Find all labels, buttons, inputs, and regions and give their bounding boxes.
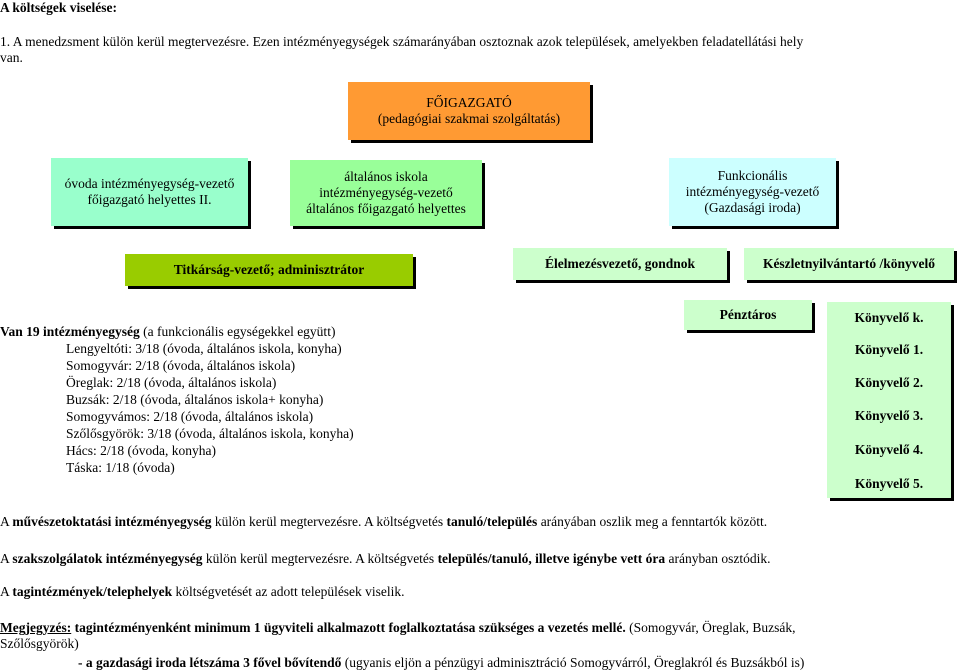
box-funkcionalis-line1: Funkcionális (717, 168, 788, 183)
list-item: Buzsák: 2/18 (óvoda, általános iskola+ konyha) (66, 392, 324, 407)
list-item: Somogyvár: 2/18 (óvoda, általános iskola) (66, 358, 296, 373)
konyvelo-5: Könyvelő 5. (854, 476, 924, 491)
konyvelo-3: Könyvelő 3. (854, 408, 924, 423)
box-penztaros: Pénztáros (684, 300, 812, 330)
box-funkcionalis-line2: intézményegység-vezető (685, 184, 820, 199)
text-run-bold: szakszolgálatok intézményegység (12, 551, 203, 566)
text-run: (ugyanis eljön a pénzügyi adminisztráció Somogyvárról, Öreglakról és Buzsákból is) (341, 655, 805, 670)
text-run-bold: tagintézmények/telephelyek (12, 584, 173, 599)
text-run: költségvetését az adott települések viselik. (172, 584, 405, 599)
list-item: Szőlősgyörök: 3/18 (óvoda, általános iskola, konyha) (66, 426, 354, 441)
page-heading: A költségek viselése: (0, 0, 117, 15)
text-run-bold: - a gazdasági iroda létszáma 3 fővel bővítendő (78, 655, 342, 670)
box-altalanos-line3: általános főigazgató helyettes (306, 201, 466, 216)
list-item: Hács: 2/18 (óvoda, konyha) (66, 443, 216, 458)
text-run-bold: tanuló/település (446, 514, 538, 529)
box-elelmezes: Élelmezésvezető, gondnok (513, 248, 727, 280)
box-keszlet: Készletnyilvántartó /könyvelő (744, 248, 954, 280)
box-altalanos-line1: általános iskola (344, 169, 428, 184)
text-run: arányban osztódik. (665, 551, 771, 566)
list-intro-bold: Van 19 intézményegység (0, 324, 140, 339)
paragraph-szakszolgalat (0, 551, 771, 567)
box-funkcionalis-line3: (Gazdasági iroda) (704, 200, 801, 215)
paragraph-megjegyzes (0, 620, 959, 671)
box-titkarsag: Titkárság-vezető; adminisztrátor (125, 254, 413, 286)
text-run: A (0, 551, 13, 566)
konyvelo-4: Könyvelő 4. (854, 442, 924, 457)
box-altalanos-line2: intézményegység-vezető (319, 185, 453, 200)
konyvelo-k: Könyvelő k. (854, 310, 924, 325)
text-run: A (0, 514, 13, 529)
text-run-bold: település/tanuló, illetve igénybe vett óra (437, 551, 666, 566)
paragraph-tagintezmenyek (0, 584, 405, 600)
list-intro (0, 323, 760, 340)
box-konyvelok (827, 302, 951, 498)
paragraph-management (0, 34, 803, 66)
box-ovoda-line2: főigazgató helyettes II. (87, 192, 212, 207)
konyvelo-1: Könyvelő 1. (854, 342, 924, 357)
box-ovoda-line1: óvoda intézményegység-vezető (64, 176, 235, 191)
text-run: külön kerül megtervezésre. A költségvetés (211, 514, 447, 529)
box-foigazgato-line1: FŐIGAZGATÓ (426, 95, 512, 110)
paragraph-management-line2: van. (0, 50, 23, 65)
megjegyzes-label: Megjegyzés: (0, 620, 72, 635)
list-item: Öreglak: 2/18 (óvoda, általános iskola) (66, 375, 277, 390)
list-item: Táska: 1/18 (óvoda) (66, 460, 175, 475)
paragraph-muveszetoktatas (0, 514, 767, 530)
text-run: külön kerül megtervezésre. A költségvetés (202, 551, 438, 566)
box-altalanos (290, 160, 482, 226)
intezmenyegyseg-list (0, 323, 760, 476)
text-run: (Somogyvár, Öreglak, Buzsák, (625, 620, 796, 635)
box-foigazgato-line2: (pedagógiai szakmai szolgáltatás) (377, 111, 561, 126)
megjegyzes-line1 (0, 620, 959, 636)
text-run: A (0, 584, 13, 599)
list-item: Lengyeltóti: 3/18 (óvoda, általános iskola, konyha) (66, 341, 342, 356)
box-foigazgato (348, 82, 590, 140)
megjegyzes-line2: Szőlősgyörök) (0, 636, 79, 651)
text-run: arányában oszlik meg a fenntartók között. (537, 514, 768, 529)
paragraph-management-line1: 1. A menedzsment külön kerül megtervezésre. Ezen intézményegységek számarányában osztoznak azok települések, amelyekben feladatellátási hely (0, 34, 804, 49)
list-item: Somogyvámos: 2/18 (óvoda, általános iskola) (66, 409, 314, 424)
konyvelo-2: Könyvelő 2. (854, 375, 924, 390)
text-run-bold: művészetoktatási intézményegység (12, 514, 212, 529)
list-intro-rest: (a funkcionális egységekkel együtt) (139, 324, 336, 339)
text-run-bold: tagintézményenként minimum 1 ügyviteli alkalmazott foglalkoztatása szükséges a vezetés mellé. (71, 620, 626, 635)
box-ovoda (51, 158, 248, 226)
box-funkcionalis (669, 158, 836, 226)
